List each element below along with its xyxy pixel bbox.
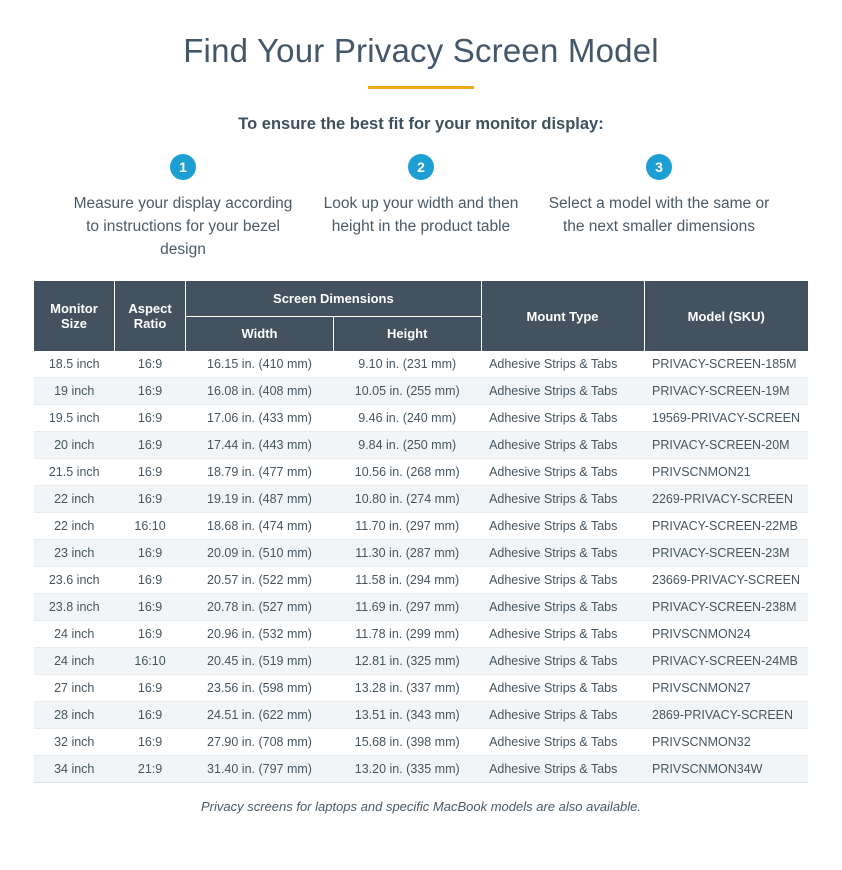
cell-height: 13.28 in. (337 mm) [333,675,481,702]
cell-monitor-size: 28 inch [34,702,114,729]
cell-monitor-size: 34 inch [34,756,114,783]
cell-aspect-ratio: 16:9 [114,405,185,432]
cell-mount-type: Adhesive Strips & Tabs [481,540,644,567]
page-root [0,28,842,870]
cell-mount-type: Adhesive Strips & Tabs [481,729,644,756]
cell-model: 19569-PRIVACY-SCREEN [644,405,808,432]
cell-model: PRIVSCNMON21 [644,459,808,486]
column-header-screen-dimensions: Screen Dimensions [186,281,481,316]
cell-mount-type: Adhesive Strips & Tabs [481,378,644,405]
step-item [302,154,540,261]
cell-height: 11.30 in. (287 mm) [333,540,481,567]
cell-monitor-size: 21.5 inch [34,459,114,486]
cell-model: PRIVACY-SCREEN-19M [644,378,808,405]
table-row [34,702,808,729]
cell-mount-type: Adhesive Strips & Tabs [481,675,644,702]
cell-mount-type: Adhesive Strips & Tabs [481,621,644,648]
table-row [34,567,808,594]
cell-width: 24.51 in. (622 mm) [186,702,334,729]
table-row [34,594,808,621]
cell-height: 11.69 in. (297 mm) [333,594,481,621]
table-row [34,675,808,702]
table-row [34,405,808,432]
cell-monitor-size: 23 inch [34,540,114,567]
step-number-badge: 3 [646,154,672,180]
table-row [34,378,808,405]
cell-height: 15.68 in. (398 mm) [333,729,481,756]
cell-monitor-size: 24 inch [34,621,114,648]
cell-width: 20.45 in. (519 mm) [186,648,334,675]
column-header-aspect-ratio: Aspect Ratio [114,281,185,351]
cell-width: 17.44 in. (443 mm) [186,432,334,459]
cell-aspect-ratio: 16:10 [114,648,185,675]
step-text: Measure your display according to instructions for your bezel design [73,195,293,258]
cell-mount-type: Adhesive Strips & Tabs [481,432,644,459]
cell-model: PRIVACY-SCREEN-20M [644,432,808,459]
cell-monitor-size: 22 inch [34,486,114,513]
cell-height: 11.58 in. (294 mm) [333,567,481,594]
cell-width: 20.57 in. (522 mm) [186,567,334,594]
cell-monitor-size: 32 inch [34,729,114,756]
cell-model: PRIVACY-SCREEN-22MB [644,513,808,540]
column-header-height: Height [333,316,481,351]
cell-model: PRIVACY-SCREEN-23M [644,540,808,567]
table-row [34,486,808,513]
cell-height: 13.20 in. (335 mm) [333,756,481,783]
product-table [34,281,808,783]
table-row [34,432,808,459]
cell-monitor-size: 23.6 inch [34,567,114,594]
cell-height: 10.80 in. (274 mm) [333,486,481,513]
cell-mount-type: Adhesive Strips & Tabs [481,405,644,432]
cell-height: 13.51 in. (343 mm) [333,702,481,729]
cell-height: 9.46 in. (240 mm) [333,405,481,432]
step-text: Select a model with the same or the next smaller dimensions [548,195,770,235]
cell-model: 23669-PRIVACY-SCREEN [644,567,808,594]
step-item [540,154,778,261]
table-footnote: Privacy screens for laptops and specific MacBook models are also available. [200,799,642,814]
cell-monitor-size: 19.5 inch [34,405,114,432]
cell-width: 23.56 in. (598 mm) [186,675,334,702]
cell-width: 18.68 in. (474 mm) [186,513,334,540]
cell-width: 27.90 in. (708 mm) [186,729,334,756]
step-text: Look up your width and then height in the product table [323,195,519,235]
table-row [34,648,808,675]
cell-aspect-ratio: 16:9 [114,702,185,729]
cell-mount-type: Adhesive Strips & Tabs [481,351,644,378]
cell-aspect-ratio: 21:9 [114,756,185,783]
cell-model: 2269-PRIVACY-SCREEN [644,486,808,513]
page-subtitle: To ensure the best fit for your monitor display: [238,115,604,133]
cell-aspect-ratio: 16:9 [114,378,185,405]
cell-width: 20.96 in. (532 mm) [186,621,334,648]
column-header-width: Width [186,316,334,351]
cell-monitor-size: 22 inch [34,513,114,540]
cell-mount-type: Adhesive Strips & Tabs [481,567,644,594]
table-row [34,756,808,783]
cell-aspect-ratio: 16:9 [114,621,185,648]
cell-model: PRIVSCNMON34W [644,756,808,783]
cell-width: 16.15 in. (410 mm) [186,351,334,378]
cell-mount-type: Adhesive Strips & Tabs [481,513,644,540]
cell-height: 11.78 in. (299 mm) [333,621,481,648]
step-number-badge: 2 [408,154,434,180]
cell-height: 11.70 in. (297 mm) [333,513,481,540]
cell-model: PRIVACY-SCREEN-185M [644,351,808,378]
cell-aspect-ratio: 16:9 [114,675,185,702]
cell-aspect-ratio: 16:9 [114,351,185,378]
table-row [34,621,808,648]
table-header-row-top [34,281,808,316]
cell-width: 18.79 in. (477 mm) [186,459,334,486]
step-item [64,154,302,261]
table-body [34,351,808,783]
cell-mount-type: Adhesive Strips & Tabs [481,702,644,729]
cell-model: 2869-PRIVACY-SCREEN [644,702,808,729]
cell-monitor-size: 24 inch [34,648,114,675]
cell-aspect-ratio: 16:9 [114,459,185,486]
table-row [34,459,808,486]
cell-height: 9.10 in. (231 mm) [333,351,481,378]
cell-monitor-size: 19 inch [34,378,114,405]
cell-aspect-ratio: 16:9 [114,486,185,513]
column-header-model: Model (SKU) [644,281,808,351]
table-row [34,729,808,756]
table-row [34,540,808,567]
cell-width: 31.40 in. (797 mm) [186,756,334,783]
cell-height: 10.56 in. (268 mm) [333,459,481,486]
cell-model: PRIVSCNMON27 [644,675,808,702]
cell-mount-type: Adhesive Strips & Tabs [481,486,644,513]
title-divider [368,86,474,89]
cell-mount-type: Adhesive Strips & Tabs [481,459,644,486]
cell-width: 19.19 in. (487 mm) [186,486,334,513]
table-row [34,513,808,540]
cell-aspect-ratio: 16:9 [114,567,185,594]
cell-mount-type: Adhesive Strips & Tabs [481,648,644,675]
cell-monitor-size: 18.5 inch [34,351,114,378]
cell-aspect-ratio: 16:9 [114,432,185,459]
cell-height: 9.84 in. (250 mm) [333,432,481,459]
cell-width: 20.78 in. (527 mm) [186,594,334,621]
cell-model: PRIVSCNMON24 [644,621,808,648]
cell-monitor-size: 23.8 inch [34,594,114,621]
cell-monitor-size: 20 inch [34,432,114,459]
cell-height: 10.05 in. (255 mm) [333,378,481,405]
cell-aspect-ratio: 16:9 [114,540,185,567]
page-title: Find Your Privacy Screen Model [183,32,659,69]
cell-model: PRIVACY-SCREEN-24MB [644,648,808,675]
cell-width: 20.09 in. (510 mm) [186,540,334,567]
cell-width: 16.08 in. (408 mm) [186,378,334,405]
cell-mount-type: Adhesive Strips & Tabs [481,594,644,621]
cell-aspect-ratio: 16:9 [114,729,185,756]
table-row [34,351,808,378]
column-header-monitor-size: Monitor Size [34,281,114,351]
steps-list [34,154,808,261]
cell-model: PRIVSCNMON32 [644,729,808,756]
table-header [34,281,808,351]
cell-height: 12.81 in. (325 mm) [333,648,481,675]
column-header-mount-type: Mount Type [481,281,644,351]
step-number-badge: 1 [170,154,196,180]
cell-mount-type: Adhesive Strips & Tabs [481,756,644,783]
cell-monitor-size: 27 inch [34,675,114,702]
cell-aspect-ratio: 16:10 [114,513,185,540]
cell-aspect-ratio: 16:9 [114,594,185,621]
cell-width: 17.06 in. (433 mm) [186,405,334,432]
cell-model: PRIVACY-SCREEN-238M [644,594,808,621]
